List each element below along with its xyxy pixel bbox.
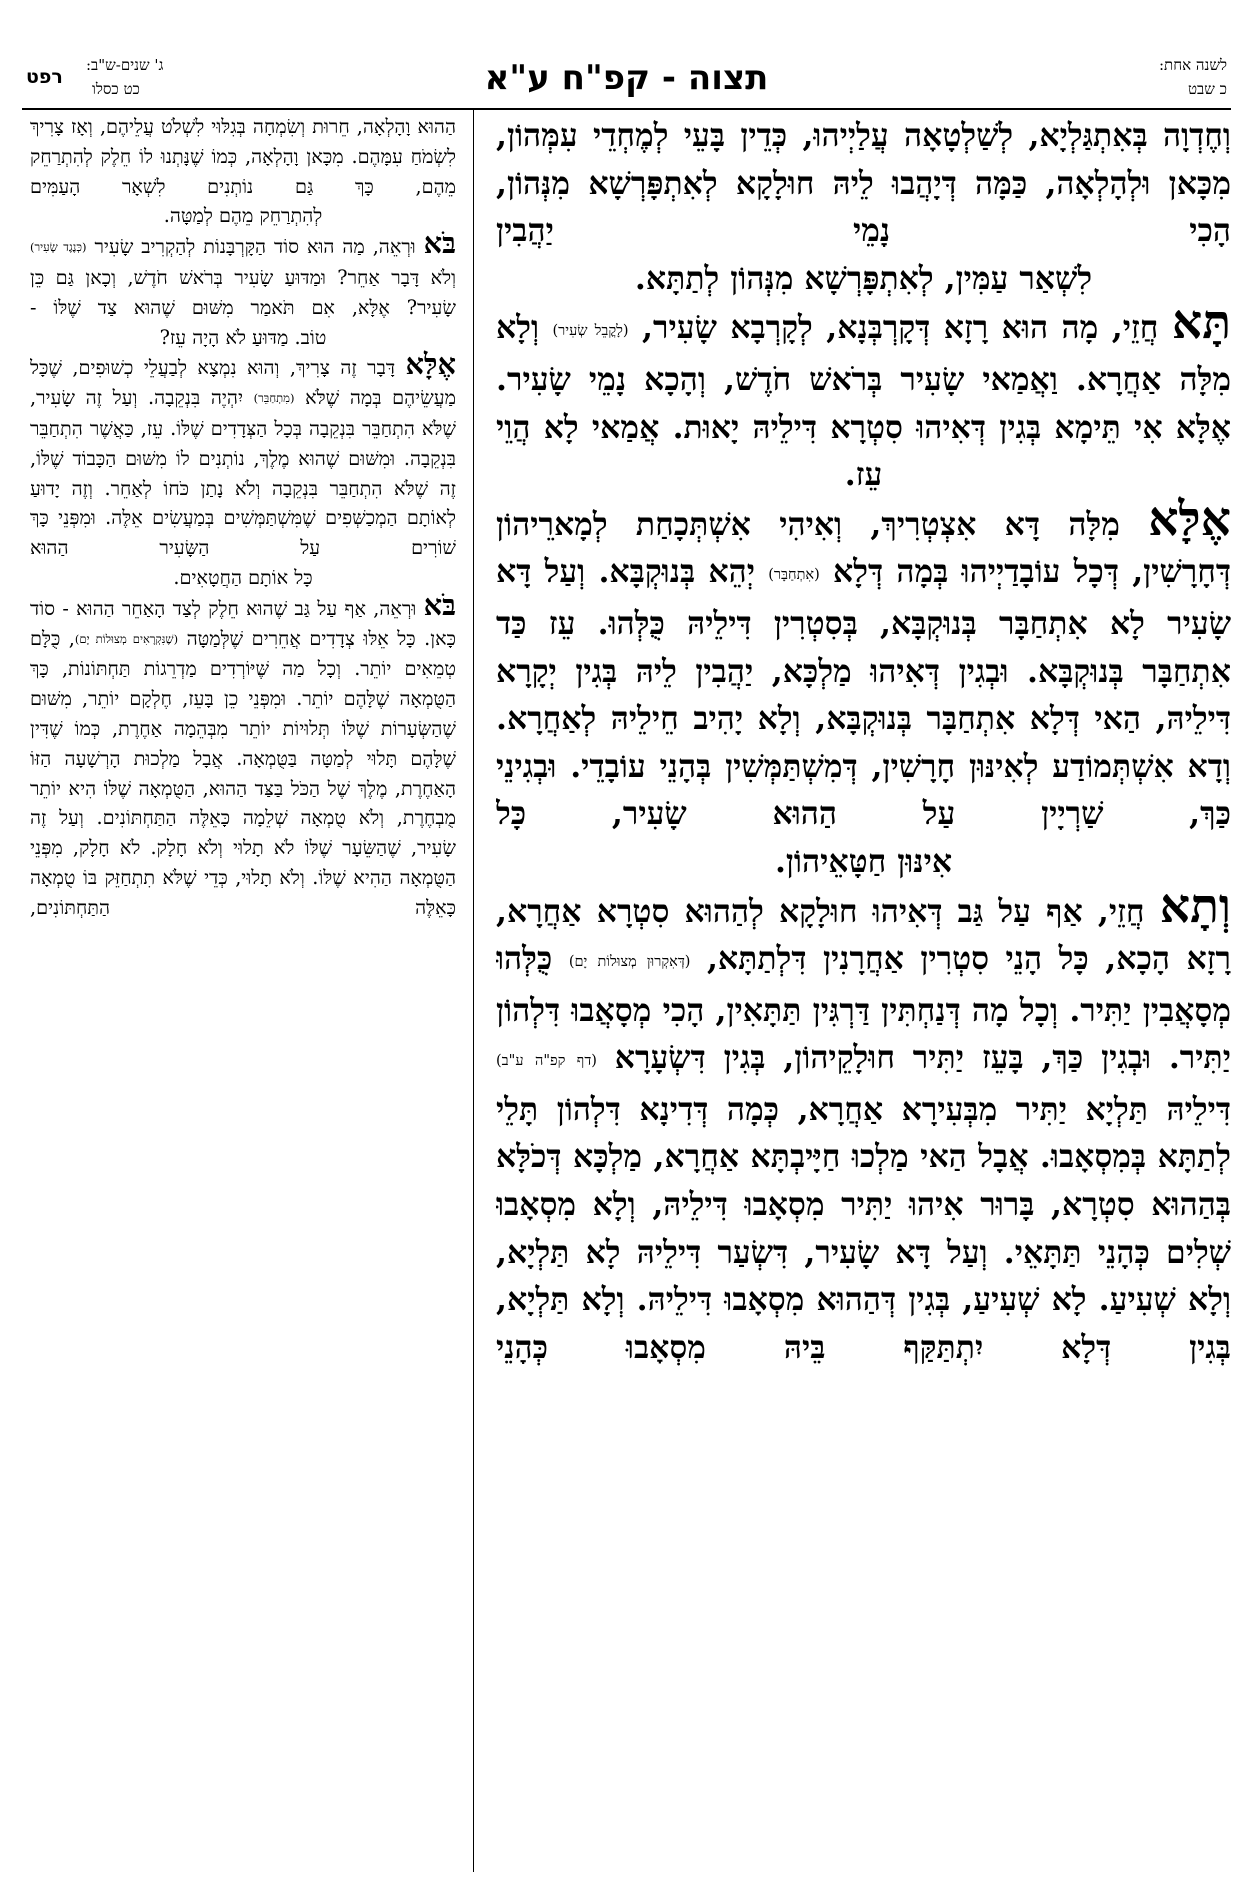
header-right-line2: כ שבט	[1187, 80, 1227, 98]
side-paragraph-2	[30, 226, 456, 322]
side-p2-end-text: טוֹב. מַדּוּעַ לֹא הָיָה עֵז?	[159, 325, 327, 349]
side-p3-opener: אֶלָּא	[405, 347, 456, 382]
main-paragraph-3	[496, 491, 1231, 838]
main-paragraph-1	[496, 112, 1231, 255]
translation-column	[30, 112, 456, 1876]
main-p3-text-a: מִלָּה דָּא אִצְטְרִיךְ, וְאִיהִי אִשְׁתְּכָחַת לְמָארֵיהוֹן דְּחָרָשִׁין, דְּכָל עוֹבָדַיְיהוּ בְּמָה דְּלָא	[496, 505, 1231, 591]
header-right-line1: לשנה אחת:	[1159, 56, 1227, 74]
main-paragraph-1-end	[496, 255, 1231, 303]
side-p3-text-b: יִהְיֶה בִּנְקֵבָה. וְעַל זֶה שָׂעִיר, שֶׁלֹּא הִתְחַבֵּר בִּנְקֵבָה בְּכָל הַצְּדָדִים שֶׁלּוֹ. עֵז, כַּאֲשֶׁר הִתְחַבֵּר בִּנְקֵבָה. וּמִשּׁוּם שֶׁהוּא מֶלֶךְ, נוֹתְנִים לוֹ מִשּׁוּם הַכָּבוֹד שֶׁלּוֹ, זֶה שֶׁלֹּא הִתְחַבֵּר בִּנְקֵבָה וְלֹא נָתַן כֹּחוֹ לְאַחֵר. וְזֶה יָדוּעַ לְאוֹתָם הַמְכַשְּׁפִים שֶׁמִּשְׁתַּמְּשִׁים בְּמַעֲשִׂים אֵלֶּה. וּמִפְּנֵי כָּךְ שׁוֹרִים עַל הַשָּׂעִיר הַהוּא	[30, 386, 456, 560]
side-p1-text: הַהוּא וָהָלְאָה, חֵרוּת וְשִׂמְחָה בְּגִלּוּי לִשְׁלֹט עֲלֵיהֶם, וְאָז צָרִיךְ לִשְׂמֹחַ עִמָּהֶם. מִכָּאן וָהָלְאָה, כְּמוֹ שֶׁנָּתְנוּ לוֹ חֵלֶק לְהִתְרַחֵק מֵהֶם, כָּךְ גַּם נוֹתְנִים לִשְׁאָר הָעַמִּים	[30, 115, 456, 198]
side-p2-text-a: וּרְאֵה, מַה הוּא סוֹד הַקָּרְבָּנוֹת לְהַקְרִיב שָׂעִיר	[94, 235, 416, 259]
main-paragraph-2-end	[496, 451, 1231, 499]
page-number: רפט	[26, 66, 63, 88]
side-p3-note: (מִתְחַבֵּר)	[253, 391, 295, 406]
main-p2-text-b: וְלָא מִלָּה אַחֲרָא. וַאֲמַאי שָׂעִיר בְּרֹאשׁ חֹדֶשׁ, וְהָכָא נָמֵי שָׂעִיר. אֶלָּא אִי תֵּימָא בְּגִין דְּאִיהוּ סִטְרָא דִּילֵיהּ יָאוּת. אֲמַאי לָא הֲוֵי	[496, 309, 1231, 446]
main-p4-text-c: דִּילֵיהּ תַּלְיָא יַתִּיר מִבְּעִירָא אַחֲרָא, כְּמָה דְּדִינָא דִּלְהוֹן תָּלֵי לְתַתָּא בְּמִסְאָבוּ. אֲבָל הַאי מַלְכוּ חַיָּיבְתָּא אַחֲרָא, מַלְכָּא דְּכֹלָּא בְּהַהוּא סִטְרָא, בָּרוּר אִיהוּ יַתִּיר מִסְאָבוּ דִּילֵיהּ, וְלָא מִסְאָבוּ שְׁלִים כְּהָנֵי תַּתָּאֵי. וְעַל דָּא שָׂעִיר, דִּשְׂעַר דִּילֵיהּ לָא תַּלְיָא, וְלָא שְׁעִיעַ. לָא שְׁעִיעַ, בְּגִין דְּהַהוּא מִסְאָבוּ דִּילֵיהּ. וְלָא תַּלְיָא, בְּגִין דְּלָא יִתְתַּקַּף בֵּיהּ מִסְאָבוּ כְּהָנֵי	[496, 1090, 1231, 1366]
side-paragraph-2-end	[30, 323, 456, 353]
main-p2-end-text: עֵז.	[844, 456, 883, 494]
side-p3-text-a: דָּבָר זֶה צָרִיךְ, וְהוּא נִמְצָא לְבַעֲלֵי כְשׁוּפִים, שֶׁכָּל מַעֲשֵׂיהֶם בְּמָה שֶׁלֹּא	[30, 356, 456, 410]
header-left-line2: כט כסלו	[92, 80, 140, 98]
header-rule	[22, 108, 1231, 110]
main-p3-note: (אִתְחַבָּר)	[768, 567, 820, 584]
main-p4-note-1: (דְּאִקְרוּן מְצוּלוֹת יָם)	[568, 954, 691, 971]
main-paragraph-4	[496, 878, 1231, 1372]
main-p1-end-text: לִשְׁאַר עַמִּין, לְאִתְפָּרְשָׁא מִנְּהוֹן לְתַתָּא.	[634, 259, 1093, 297]
side-p4-text-a: וּרְאֵה, אַף עַל גַּב שֶׁהוּא חֵלֶק לְצַד הָאַחֵר הַהוּא - סוֹד כָּאן. כָּל אֵלּוּ צְדָדִים אֲחֵרִים שֶׁלְּמַטָּה	[30, 596, 456, 650]
main-p4-note-2: (דף קפ"ה ע"ב)	[496, 1053, 597, 1070]
side-paragraph-1	[30, 112, 456, 201]
main-p4-opener: וְתָא	[1159, 878, 1231, 934]
side-p3-end-text: כָּל אוֹתָם הַחֲטָאִים.	[173, 565, 313, 589]
main-p3-text-b: יְהֵא בְּנוּקְבָּא. וְעַל דָּא שָׂעִיר לָא אִתְחַבָּר בְּנוּקְבָּא, בְּסִטְרִין דִּילֵיהּ כֻּלְּהוּ. עֵז כַּד אִתְחַבָּר בְּנוּקְבָּא. וּבְגִין דְּאִיהוּ מַלְכָּא, יַהֲבִין לֵיהּ בְּגִין יְקָרָא דִּילֵיהּ, הַאי דְּלָא אִתְחַבָּר בְּנוּקְבָּא, וְלָא יָהִיב חֵילֵיהּ לְאַחֲרָא. וְדָא אִשְׁתְּמוֹדַע לְאִינּוּן חָרָשִׁין, דְּמִשְׁתַּמְּשִׁין בְּהָנֵי עוֹבָדֵי. וּבְגִינֵי כַּךְ, שַׁרְיָין עַל הַהוּא שָׂעִיר, כָּל	[496, 553, 1231, 833]
main-p4-text-a: חֲזֵי, אַף עַל גַּב דְּאִיהוּ חוּלָקָא לְהַהוּא סִטְרָא אַחֲרָא, רָזָא הָכָא, כָּל הָנֵי סִטְרִין אַחֲרָנִין דִּלְתַתָּא,	[496, 892, 1231, 978]
side-paragraph-3-end	[30, 563, 456, 593]
side-p2-note: (כְּנֶגֶד שָׂעִיר)	[30, 240, 87, 255]
side-p2-text-b: וְלֹא דָּבָר אַחֵר? וּמַדּוּעַ שָׂעִיר בְּרֹאשׁ חֹדֶשׁ, וְכָאן גַּם כֵּן שָׂעִיר? אֶלָּא, אִם תֹּאמַר מִשּׁוּם שֶׁהוּא צַד שֶׁלּוֹ -	[30, 265, 456, 319]
side-p4-opener: בֹּא	[423, 587, 456, 622]
main-paragraph-2	[496, 295, 1231, 451]
side-paragraph-3	[30, 347, 456, 563]
header-left-line1: ג' שנים-ש"ב:	[86, 56, 164, 74]
side-p4-text-b: , כֻּלָּם טְמֵאִים יוֹתֵר. וְכָל מַה שֶּׁיּוֹרְדִים מַדְרֵגוֹת תַּחְתּוֹנוֹת, כָּךְ הַטֻּמְאָה שֶׁלָּהֶם יוֹתֵר. וּמִפְּנֵי כֵן בָּעֵז, חֶלְקָם יוֹתֵר, מִשּׁוּם שֶׁהַשְּׂעָרוֹת שֶׁלּוֹ תְּלוּיוֹת יוֹתֵר מִבְּהֵמָה אַחֶרֶת, כְּמוֹ שֶׁדִּין שֶׁלָּהֶם תָּלוּי לְמַטָּה בַּטֻּמְאָה. אֲבָל מַלְכוּת הָרְשָׁעָה הַזּוֹ הָאַחֶרֶת, מֶלֶךְ שֶׁל הַכֹּל בַּצַּד הַהוּא, הַטֻּמְאָה שֶׁלּוֹ הִיא יוֹתֵר מֻבְחֶרֶת, וְלֹא טֻמְאָה שְׁלֵמָה כָּאֵלֶּה הַתַּחְתּוֹנִים. וְעַל זֶה שָׂעִיר, שֶׁהַשֵּׂעָר שֶׁלּוֹ לֹא תָלוּי וְלֹא חָלָק. לֹא חָלָק, מִפְּנֵי הַטֻּמְאָה הַהִיא שֶׁלּוֹ. וְלֹא תָלוּי, כְּדֵי שֶׁלֹּא תִתְחַזֵּק בּוֹ טֻמְאָה כָּאֵלֶּה הַתַּחְתּוֹנִים,	[30, 626, 456, 919]
side-paragraph-1-end	[30, 201, 456, 231]
main-p2-opener: תָּא	[1171, 295, 1231, 351]
main-paragraph-3-end	[496, 838, 1231, 886]
main-column	[496, 112, 1231, 1876]
main-p3-end-text: אִינּוּן חַטָּאֵיהוֹן.	[774, 842, 953, 880]
page-title: תצוה - קפ"ח ע"א	[484, 58, 769, 98]
side-p4-note: (שֶׁנִּקְרָאִים מְצוּלוֹת יָם)	[74, 631, 179, 646]
main-p3-opener: אֶלָּא	[1148, 491, 1231, 547]
side-p1-end-text: לְהִתְרַחֵק מֵהֶם לְמַטָּה.	[163, 204, 323, 228]
main-p1-text: וְחֶדְוָה בְּאִתְגַּלְיָא, לְשַׁלְטָאָה עֲלַיְיהוּ, כְּדֵין בָּעֵי לְמֶחְדֵי עִמְּהוֹן, מִכָּאן וּלְהָלְאָה, כַּמָּה דְּיָהֲבוּ לֵיהּ חוּלָקָא לְאִתְפָּרְשָׁא מִנְּהוֹן, הָכִי נָמֵי יַהֲבִין	[496, 117, 1231, 250]
side-p2-opener: בֹּא	[423, 226, 456, 261]
main-p2-note: (לָקֳבֵל שְׂעִיר)	[552, 323, 629, 340]
main-p4-text-b: כֻּלְּהוּ מְסָאֲבִין יַתִּיר. וְכָל מָה דְּנַחְתִּין דַּרְגִּין תַּתָּאִין, הָכִי מְסָאֲבוּ דִּלְהוֹן יַתִּיר. וּבְגִין כַּךְ, בָּעֵז יַתִּיר חוּלָקֵיהוֹן, בְּגִין דִּשְׂעָרָא	[496, 940, 1231, 1077]
column-divider	[473, 110, 474, 1872]
side-paragraph-4	[30, 587, 456, 923]
main-p2-text-a: חֲזֵי, מָה הוּא רָזָא דְּקָרְבְּנָא, לְקָרְבָא שָׂעִיר,	[642, 309, 1159, 347]
